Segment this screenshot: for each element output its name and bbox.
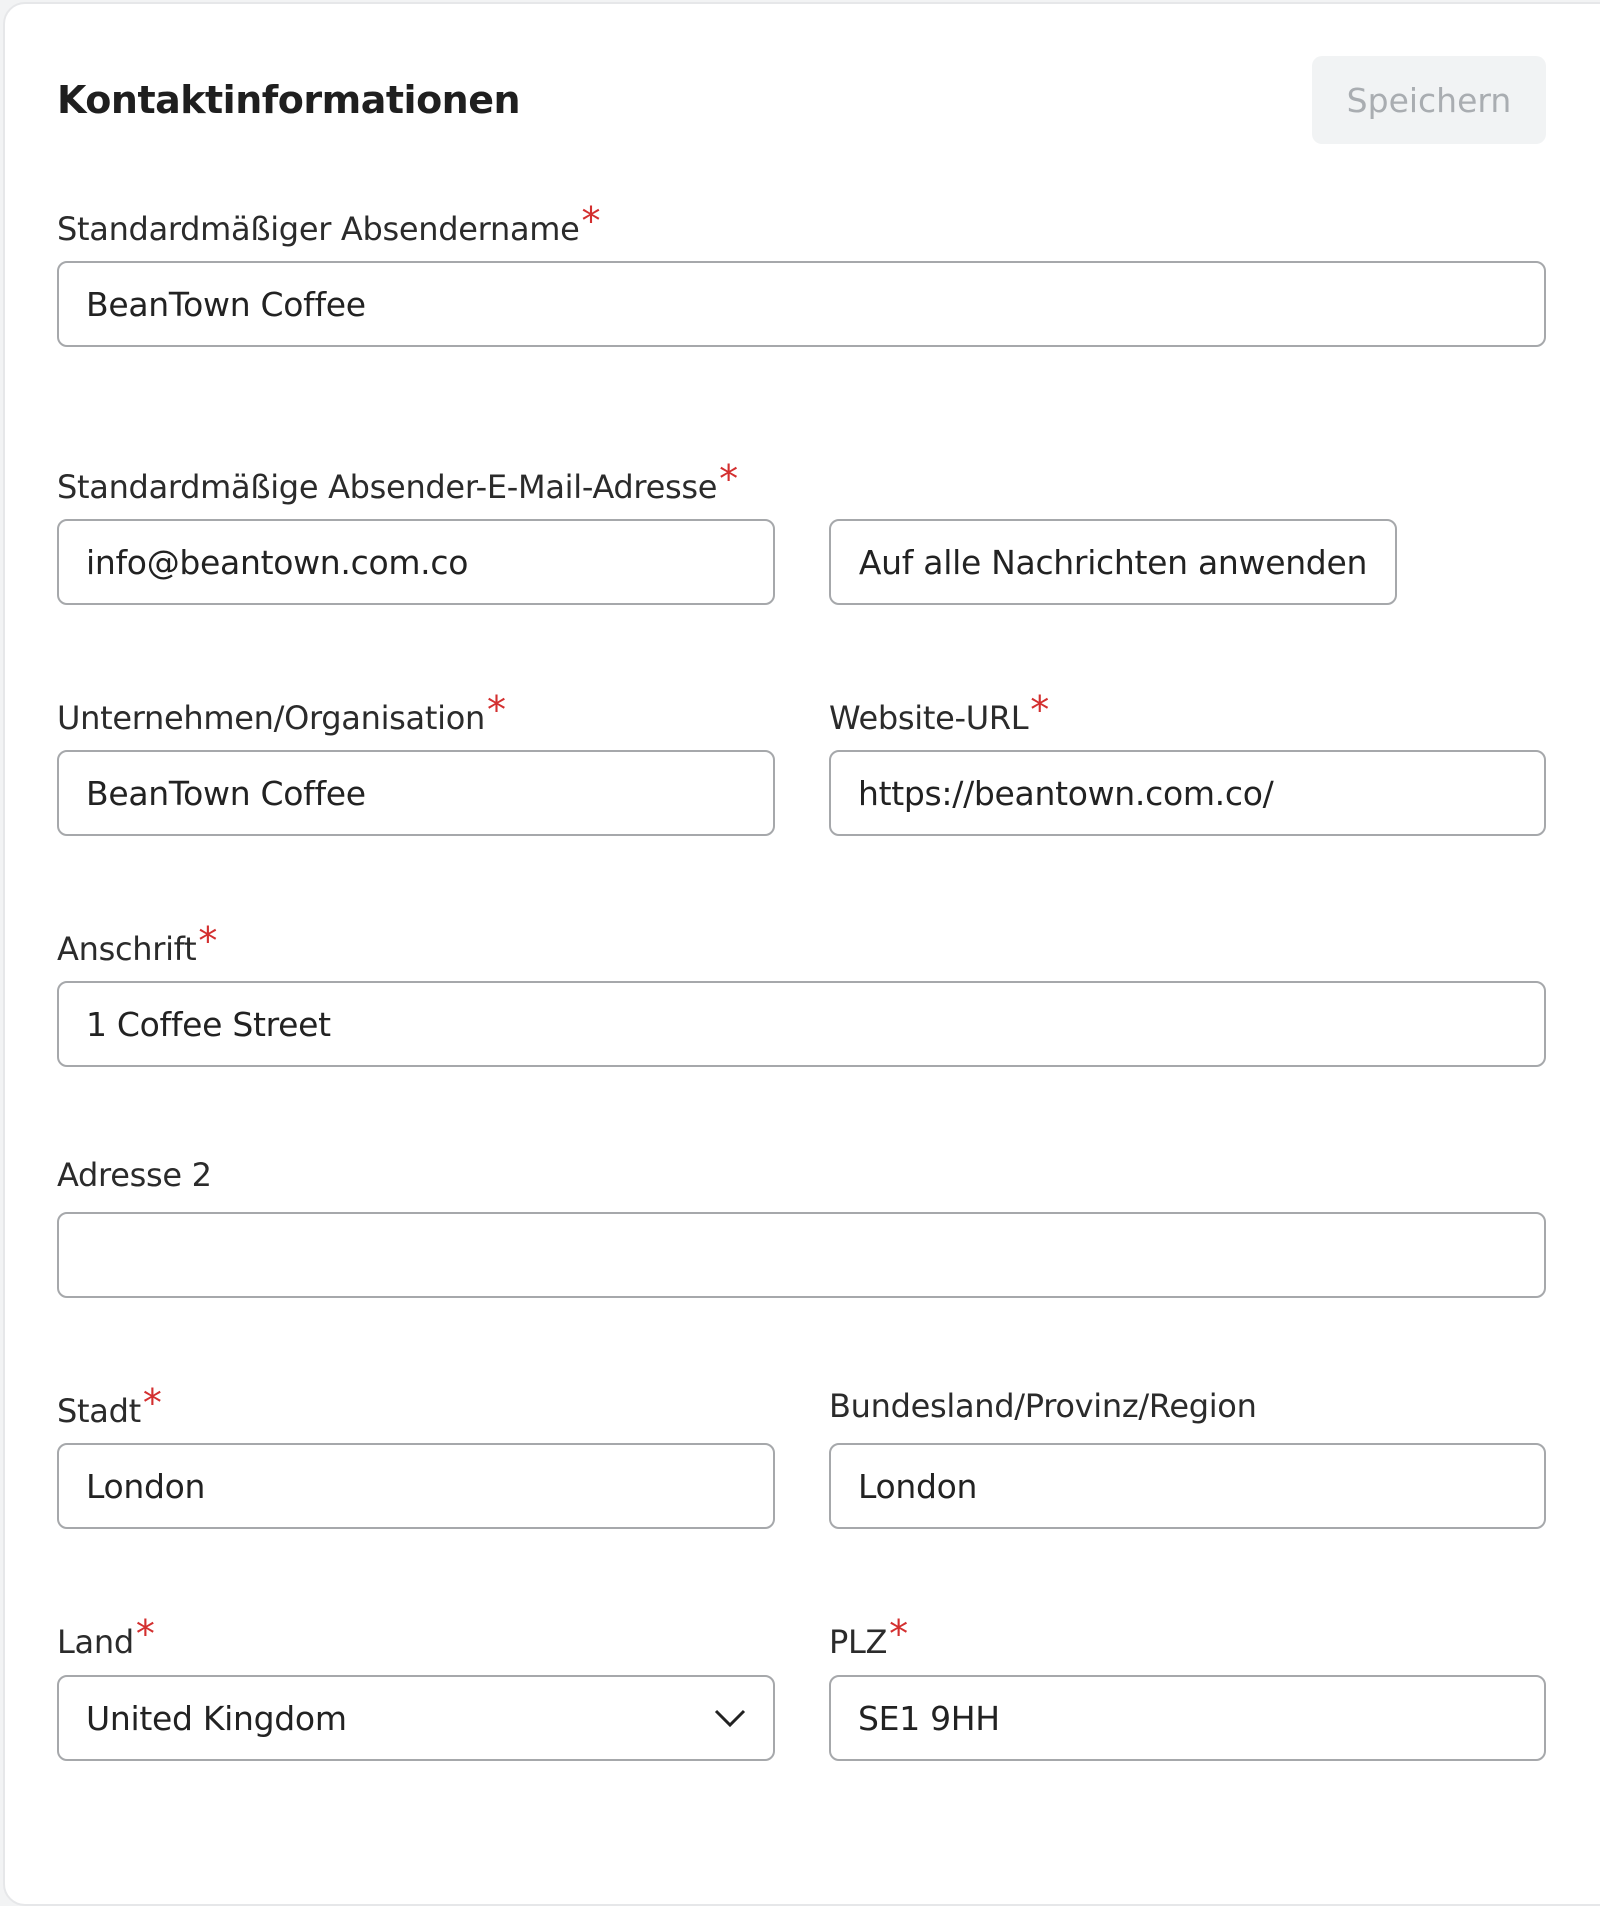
save-button[interactable]: Speichern — [1312, 56, 1546, 144]
state-label: Bundesland/Provinz/Region — [829, 1387, 1257, 1425]
company-label — [57, 688, 506, 738]
website-label — [829, 688, 1049, 738]
country-value: United Kingdom — [86, 1698, 347, 1738]
sender-email-label — [57, 457, 738, 507]
sender-email-input[interactable]: info@beantown.com.co — [57, 519, 775, 605]
country-label — [57, 1612, 155, 1662]
address2-label: Adresse 2 — [57, 1156, 212, 1194]
label-text: PLZ — [829, 1623, 888, 1661]
address2-input[interactable] — [57, 1212, 1546, 1298]
required-marker: * — [1030, 688, 1049, 732]
required-marker: * — [719, 457, 738, 501]
required-marker: * — [889, 1612, 908, 1656]
page-title: Kontaktinformationen — [57, 78, 521, 122]
label-text: Anschrift — [57, 930, 197, 968]
label-text: Standardmäßige Absender-E-Mail-Adresse — [57, 468, 718, 506]
state-input[interactable]: London — [829, 1443, 1546, 1529]
zip-label — [829, 1612, 908, 1662]
company-input[interactable]: BeanTown Coffee — [57, 750, 775, 836]
label-text: Land — [57, 1623, 134, 1661]
chevron-down-icon — [713, 1707, 747, 1729]
required-marker: * — [486, 688, 506, 732]
label-text: Website-URL — [829, 699, 1029, 737]
sender-name-label — [57, 199, 601, 249]
label-text: Standardmäßiger Absendername — [57, 210, 580, 248]
city-input[interactable]: London — [57, 1443, 775, 1529]
required-marker: * — [198, 919, 218, 963]
apply-to-all-messages-button[interactable]: Auf alle Nachrichten anwenden — [829, 519, 1397, 605]
address-input[interactable]: 1 Coffee Street — [57, 981, 1546, 1067]
city-label — [57, 1381, 162, 1431]
required-marker: * — [581, 199, 601, 243]
label-text: Stadt — [57, 1392, 141, 1430]
required-marker: * — [135, 1612, 155, 1656]
zip-input[interactable]: SE1 9HH — [829, 1675, 1546, 1761]
required-marker: * — [142, 1381, 162, 1425]
website-input[interactable]: https://beantown.com.co/ — [829, 750, 1546, 836]
sender-name-input[interactable]: BeanTown Coffee — [57, 261, 1546, 347]
country-select[interactable] — [57, 1675, 775, 1761]
address-label — [57, 919, 218, 969]
label-text: Unternehmen/Organisation — [57, 699, 485, 737]
